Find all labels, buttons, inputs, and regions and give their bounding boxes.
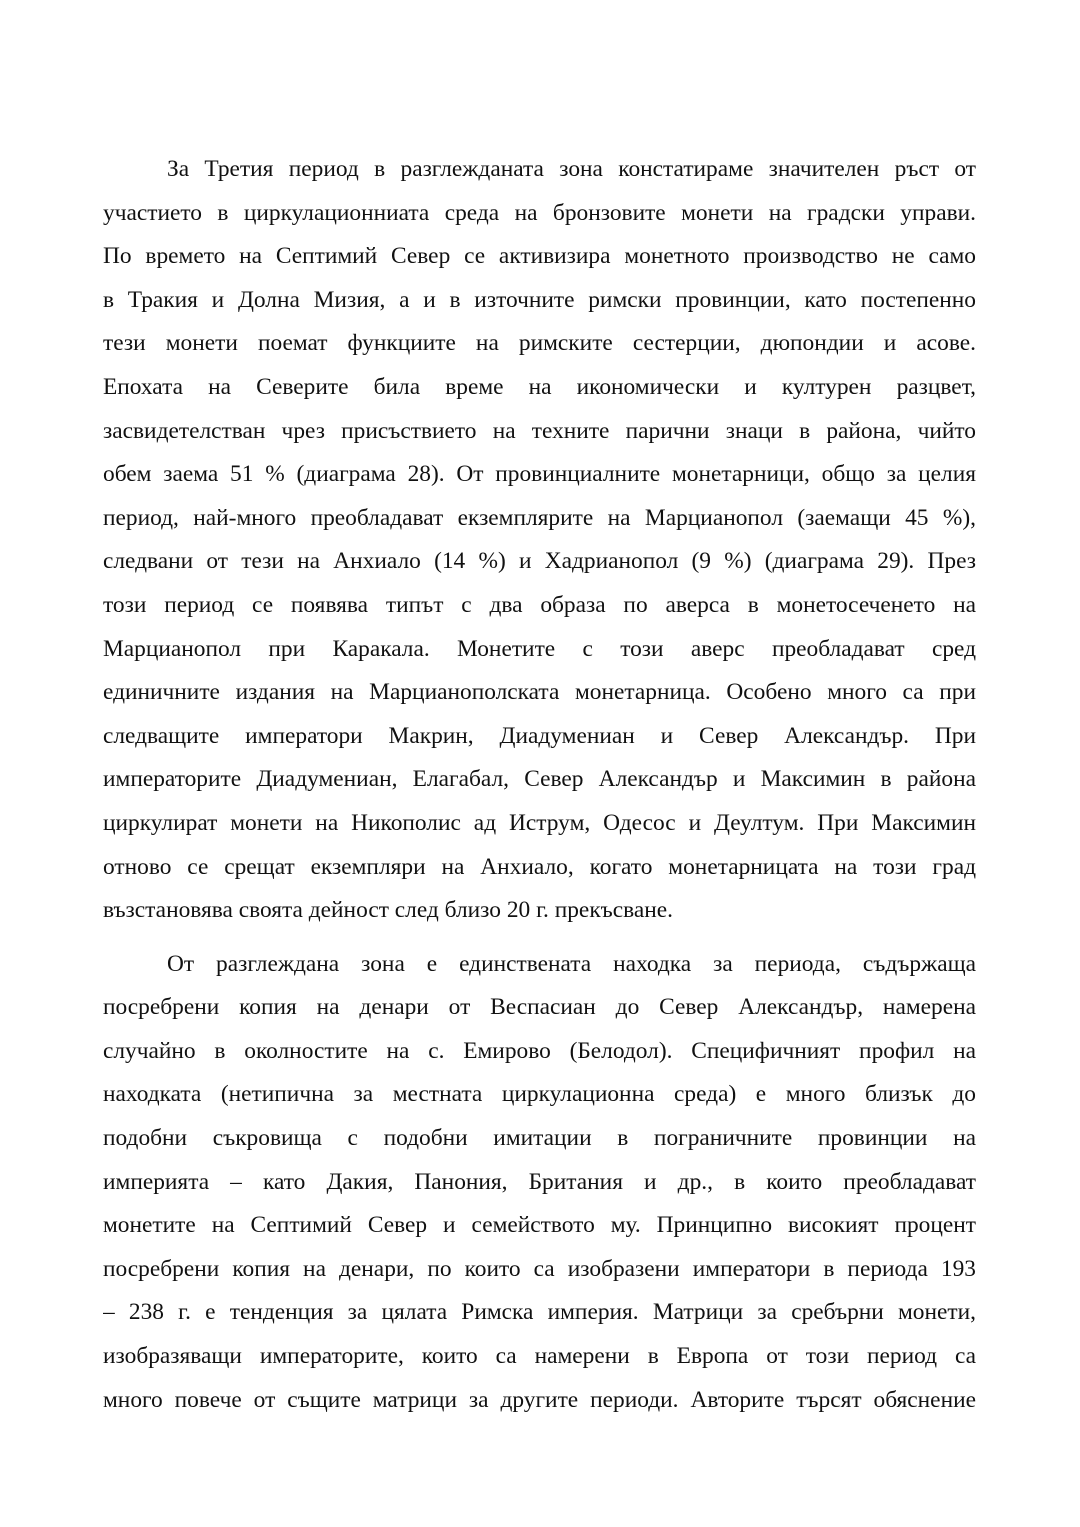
text-line: отново се срещат екземпляри на Анхиало, когато монетарницата на този град bbox=[103, 853, 976, 880]
text-line: посребрени копия на денари от Веспасиан до Север Александър, намерена bbox=[103, 994, 976, 1021]
text-line: този период се появява типът с два образа по аверса в монетосеченето на bbox=[103, 591, 976, 618]
text-line: империята – като Дакия, Панония, Британия и др., в които преобладават bbox=[103, 1168, 976, 1195]
text-line: много повече от същите матрици за другите периоди. Авторите търсят обяснение bbox=[103, 1386, 976, 1413]
text-line: участието в циркулационниата среда на бронзовите монети на градски управи. bbox=[103, 199, 976, 226]
text-line: подобни съкровища с подобни имитации в пограничните провинции на bbox=[103, 1125, 976, 1152]
text-line: посребрени копия на денари, по които са изобразени императори в периода 193 bbox=[103, 1255, 976, 1282]
text-line: За Третия период в разглежданата зона констатираме значителен ръст от bbox=[167, 156, 976, 182]
paragraph-third-period bbox=[103, 148, 976, 933]
text-line: в Тракия и Долна Мизия, а и в източните римски провинции, като постепенно bbox=[103, 286, 976, 313]
document-body bbox=[103, 148, 976, 1422]
text-line: находката (нетипична за местната циркулационна среда) е много близък до bbox=[103, 1081, 976, 1108]
text-line: възстановява своята дейност след близо 20 г. прекъсване. bbox=[103, 897, 674, 924]
text-line: – 238 г. е тенденция за цялата Римска империя. Матрици за сребърни монети, bbox=[103, 1299, 976, 1326]
text-line: следващите императори Макрин, Диадумениан и Север Александър. При bbox=[103, 722, 976, 749]
text-line: засвидетелстван чрез присъствието на техните парични знаци в района, чийто bbox=[103, 417, 976, 444]
text-line: циркулират монети на Никополис ад Иструм, Одесос и Деултум. При Максимин bbox=[103, 809, 976, 836]
text-line: следвани от тези на Анхиало (14 %) и Хадрианопол (9 %) (диаграма 29). През bbox=[103, 548, 976, 575]
paragraph-spacer bbox=[103, 933, 976, 943]
text-line: обем заема 51 % (диаграма 28). От провинциалните монетарници, общо за целия bbox=[103, 461, 976, 488]
paragraph-emirovo-hoard bbox=[103, 943, 976, 1423]
text-line: тези монети поемат функциите на римските сестерции, дюпондии и асове. bbox=[103, 330, 976, 357]
text-line: монетите на Септимий Север и семейството му. Принципно високият процент bbox=[103, 1212, 976, 1239]
text-line: От разглеждана зона е единствената находка за периода, съдържаща bbox=[167, 950, 976, 977]
text-line: Марцианопол при Каракала. Монетите с този аверс преобладават сред bbox=[103, 635, 976, 662]
text-line: единичните издания на Марцианополската монетарница. Особено много са при bbox=[103, 679, 976, 706]
text-line: По времето на Септимий Север се активизира монетното производство не само bbox=[103, 243, 976, 270]
text-line: период, най-много преобладават екземплярите на Марцианопол (заемащи 45 %), bbox=[103, 504, 976, 531]
text-line: изобразяващи императорите, които са намерени в Европа от този период са bbox=[103, 1343, 976, 1370]
text-line: случайно в околностите на с. Емирово (Белодол). Специфичният профил на bbox=[103, 1037, 976, 1064]
text-line: императорите Диадумениан, Елагабал, Север Александър и Максимин в района bbox=[103, 766, 976, 793]
text-line: Епохата на Северите била време на икономически и културен разцвет, bbox=[103, 373, 976, 400]
